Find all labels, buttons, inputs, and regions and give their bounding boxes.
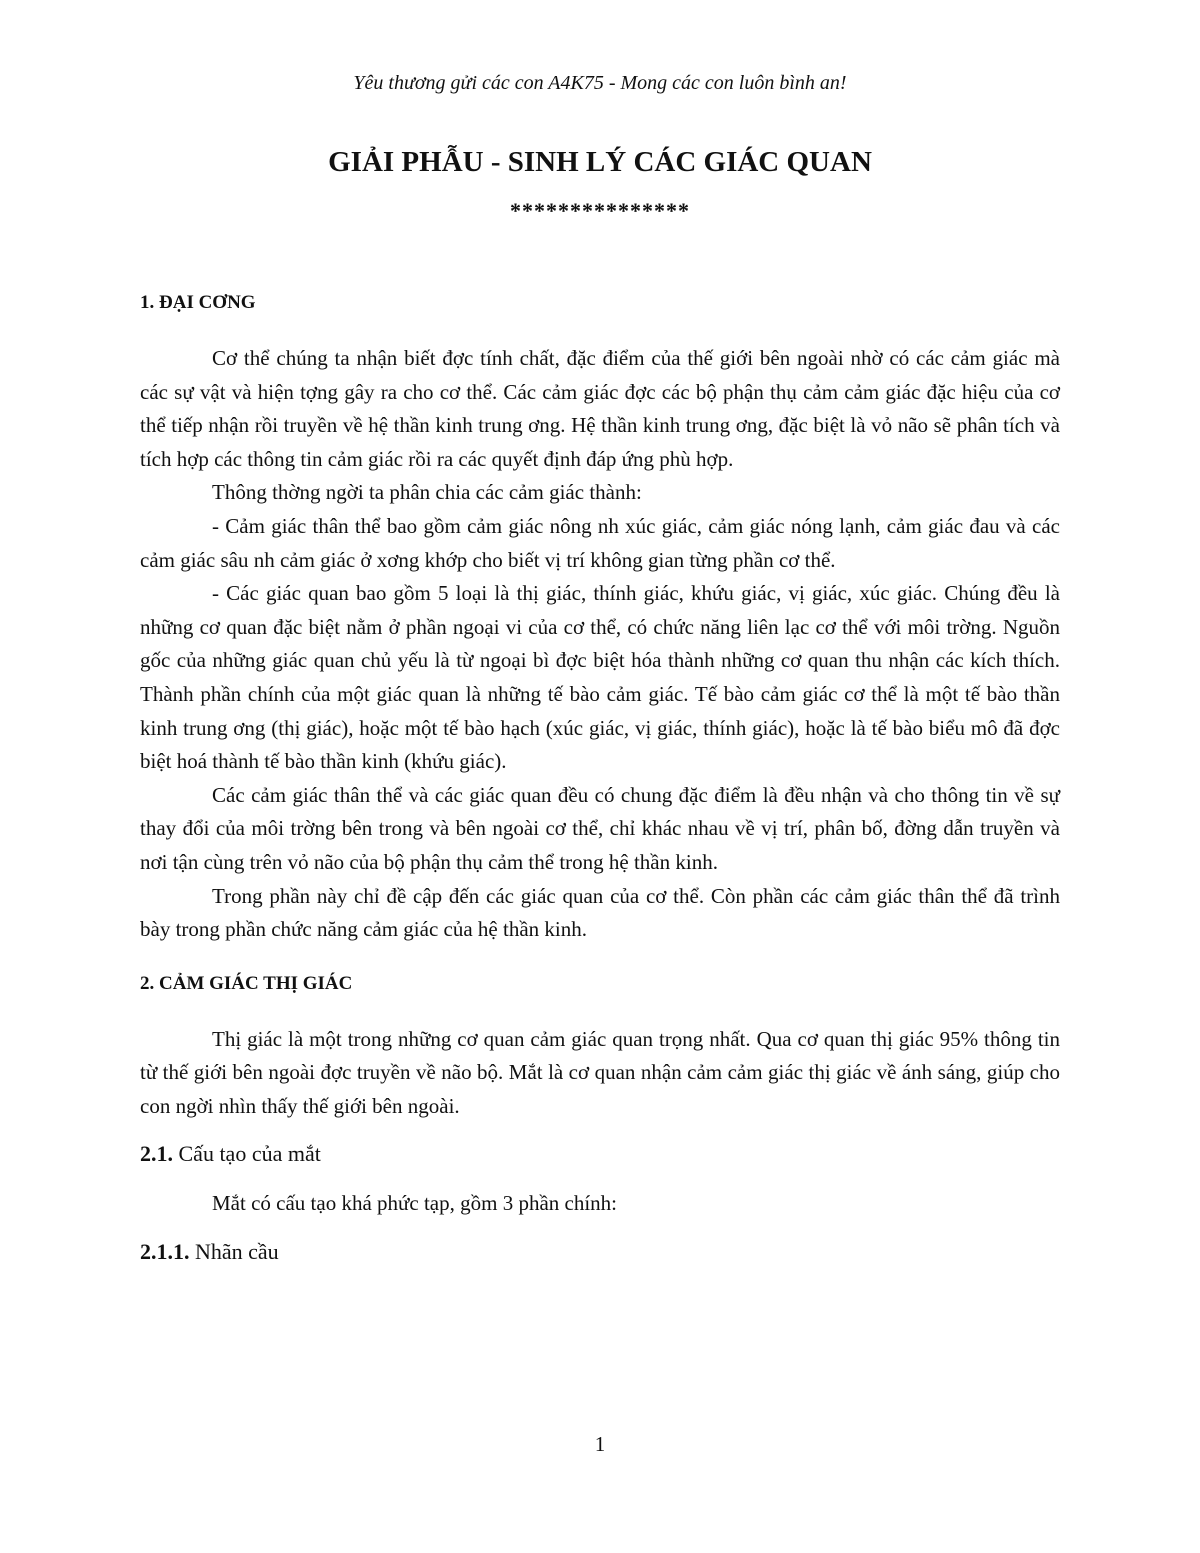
paragraph: - Các giác quan bao gồm 5 loại là thị giác, thính giác, khứu giác, vị giác, xúc giác. Chúng đều là những cơ quan đặc biệt nằm ở phần ngoại vi của cơ thể, có chức năng liên lạc cơ thể với môi trờng. Nguồn gốc của những giác quan chủ yếu là từ ngoại bì đợc biệt hóa thành những cơ quan thu nhận các kích thích. Thành phần chính của một giác quan là những tế bào cảm giác. Tế bào cảm giác cơ thể là một tế bào thần kinh trung ơng (thị giác), hoặc một tế bào hạch (xúc giác, vị giác, thính giác), hoặc là tế bào biểu mô đã đợc biệt hoá thành tế bào thần kinh (khứu giác).: [140, 581, 1060, 774]
subsection-heading-2-1: [140, 1137, 1060, 1171]
subsection-heading-2-1-1: [140, 1235, 1060, 1269]
paragraph: Cơ thể chúng ta nhận biết đợc tính chất, đặc điểm của thế giới bên ngoài nhờ có các cảm giác mà các sự vật và hiện tợng gây ra cho cơ thể. Các cảm giác đợc các bộ phận thụ cảm cảm giác đặc hiệu của cơ thể tiếp nhận rồi truyền về hệ thần kinh trung ơng. Hệ thần kinh trung ơng, đặc biệt là vỏ não sẽ phân tích và tích hợp các thông tin cảm giác rồi ra các quyết định đáp ứng phù hợp.: [140, 346, 1060, 471]
header-note: Yêu thương gửi các con A4K75 - Mong các con luôn bình an!: [353, 72, 847, 94]
page-number: 1: [594, 1432, 606, 1456]
subsection-title: Cấu tạo của mắt: [178, 1141, 321, 1167]
document-page: [140, 0, 1060, 1553]
subsection-number: 2.1.: [140, 1141, 173, 1167]
subsection-title: Nhãn cầu: [195, 1239, 279, 1265]
paragraph: - Cảm giác thân thể bao gồm cảm giác nông nh xúc giác, cảm giác nóng lạnh, cảm giác đau và các cảm giác sâu nh cảm giác ở xơng khớp cho biết vị trí không gian từng phần cơ thể.: [140, 513, 1060, 572]
document-body: [140, 286, 1060, 1285]
title-decoration: ***************: [510, 198, 690, 223]
paragraph: Thông thờng ngời ta phân chia các cảm giác thành:: [212, 480, 642, 505]
section-heading-1: 1. ĐẠI CƠNG: [140, 292, 256, 313]
paragraph: Thị giác là một trong những cơ quan cảm giác quan trọng nhất. Qua cơ quan thị giác 95% thông tin từ thế giới bên ngoài đợc truyền về não bộ. Mắt là cơ quan nhận cảm cảm giác thị giác về ánh sáng, giúp cho con ngời nhìn thấy thế giới bên ngoài.: [140, 1026, 1060, 1118]
section-heading-2: 2. CẢM GIÁC THỊ GIÁC: [140, 972, 353, 994]
paragraph: Các cảm giác thân thể và các giác quan đều có chung đặc điểm là đều nhận và cho thông tin về sự thay đổi của môi trờng bên trong và bên ngoài cơ thể, chỉ khác nhau về vị trí, phân bố, đờng dẫn truyền và nơi tận cùng trên vỏ não của bộ phận thụ cảm thể trong hệ thần kinh.: [140, 782, 1060, 874]
document-title: GIẢI PHẪU - SINH LÝ CÁC GIÁC QUAN: [328, 146, 872, 178]
subsection-number: 2.1.1.: [140, 1239, 190, 1265]
paragraph: Mắt có cấu tạo khá phức tạp, gồm 3 phần chính:: [212, 1191, 618, 1216]
paragraph: Trong phần này chỉ đề cập đến các giác quan của cơ thể. Còn phần các cảm giác thân thể đã trình bày trong phần chức năng cảm giác của hệ thần kinh.: [140, 883, 1060, 942]
